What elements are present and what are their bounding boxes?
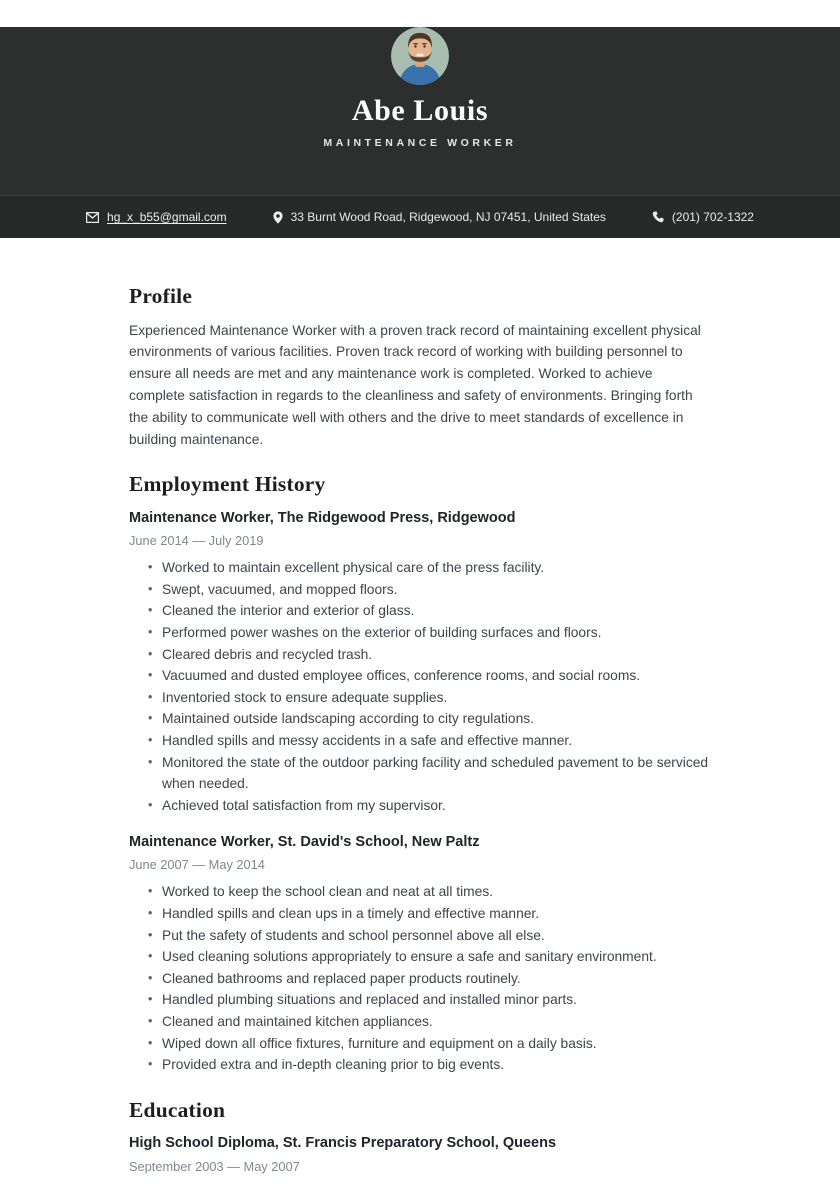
job-bullet: • Cleaned and maintained kitchen appliances.	[129, 1011, 711, 1033]
education-entry	[129, 1134, 711, 1173]
education-heading: Education	[129, 1097, 226, 1122]
job-dates: June 2014 — July 2019	[129, 533, 264, 549]
job-bullet: • Vacuumed and dusted employee offices, conference rooms, and social rooms.	[129, 665, 711, 687]
contact-email	[86, 210, 227, 224]
job-bullet: • Inventoried stock to ensure adequate supplies.	[129, 687, 711, 709]
job-bullet: • Put the safety of students and school personnel above all else.	[129, 925, 711, 947]
job-bullet: • Handled spills and clean ups in a timely and effective manner.	[129, 903, 711, 925]
job-bullet: • Achieved total satisfaction from my supervisor.	[129, 795, 711, 817]
job-entry	[129, 509, 711, 816]
phone-text: (201) 702-1322	[671, 210, 754, 224]
avatar	[391, 27, 449, 85]
avatar-photo-icon	[391, 27, 449, 85]
job-dates: June 2007 — May 2014	[129, 857, 265, 873]
job-bullet: • Worked to maintain excellent physical care of the press facility.	[129, 557, 711, 579]
job-bullet-list	[129, 881, 711, 1075]
education-title: High School Diploma, St. Francis Preparatory School, Queens	[129, 1135, 557, 1152]
job-bullet: • Performed power washes on the exterior of building surfaces and floors.	[129, 622, 711, 644]
job-bullet: • Handled plumbing situations and replaced and installed minor parts.	[129, 989, 711, 1011]
email-link[interactable]: hg_x_b55@gmail.com	[107, 210, 227, 224]
job-bullet: • Handled spills and messy accidents in a safe and effective manner.	[129, 730, 711, 752]
candidate-name: Abe Louis	[351, 94, 489, 127]
employment-heading: Employment History	[129, 472, 326, 497]
education-section	[129, 1099, 711, 1174]
profile-text: Experienced Maintenance Worker with a proven track record of maintaining excellent physical environments of various facilities. Proven track record of working with building personnel to ensure all needs are met and any maintenance work is completed. Worked to achieve complete satisfaction in regards to the cleanliness and safety of environments. Bringing forth the ability to communicate well with others and the drive to meet standards of excellence in building maintenance.	[129, 322, 701, 447]
job-title: Maintenance Worker, The Ridgewood Press, Ridgewood	[129, 510, 516, 527]
job-title: Maintenance Worker, St. David's School, New Paltz	[129, 834, 480, 851]
job-bullet: • Maintained outside landscaping according to city regulations.	[129, 708, 711, 730]
location-pin-icon	[273, 211, 283, 224]
contact-bar	[0, 195, 840, 238]
candidate-job-title: MAINTENANCE WORKER	[323, 137, 517, 149]
job-bullet-list	[129, 557, 711, 816]
job-bullet: • Worked to keep the school clean and neat at all times.	[129, 881, 711, 903]
employment-section	[129, 473, 711, 1075]
job-bullet: • Cleaned bathrooms and replaced paper products routinely.	[129, 968, 711, 990]
phone-icon	[652, 211, 664, 223]
job-bullet: • Wiped down all office fixtures, furniture and equipment on a daily basis.	[129, 1033, 711, 1055]
profile-heading: Profile	[129, 284, 193, 308]
education-dates: September 2003 — May 2007	[129, 1158, 300, 1174]
envelope-icon	[86, 212, 99, 223]
job-bullet: • Swept, vacuumed, and mopped floors.	[129, 579, 711, 601]
resume-body	[0, 238, 840, 1174]
contact-address	[273, 210, 606, 224]
job-bullet: • Cleared debris and recycled trash.	[129, 644, 711, 666]
profile-section	[129, 285, 711, 450]
job-bullet: • Monitored the state of the outdoor parking facility and scheduled pavement to be serviced when needed.	[129, 752, 711, 795]
job-bullet: • Provided extra and in-depth cleaning prior to big events.	[129, 1054, 711, 1076]
job-bullet: • Used cleaning solutions appropriately to ensure a safe and sanitary environment.	[129, 946, 711, 968]
job-entry	[129, 833, 711, 1075]
resume-header	[0, 27, 840, 195]
contact-phone	[652, 210, 754, 224]
address-text: 33 Burnt Wood Road, Ridgewood, NJ 07451, United States	[290, 210, 606, 224]
job-bullet: • Cleaned the interior and exterior of glass.	[129, 600, 711, 622]
